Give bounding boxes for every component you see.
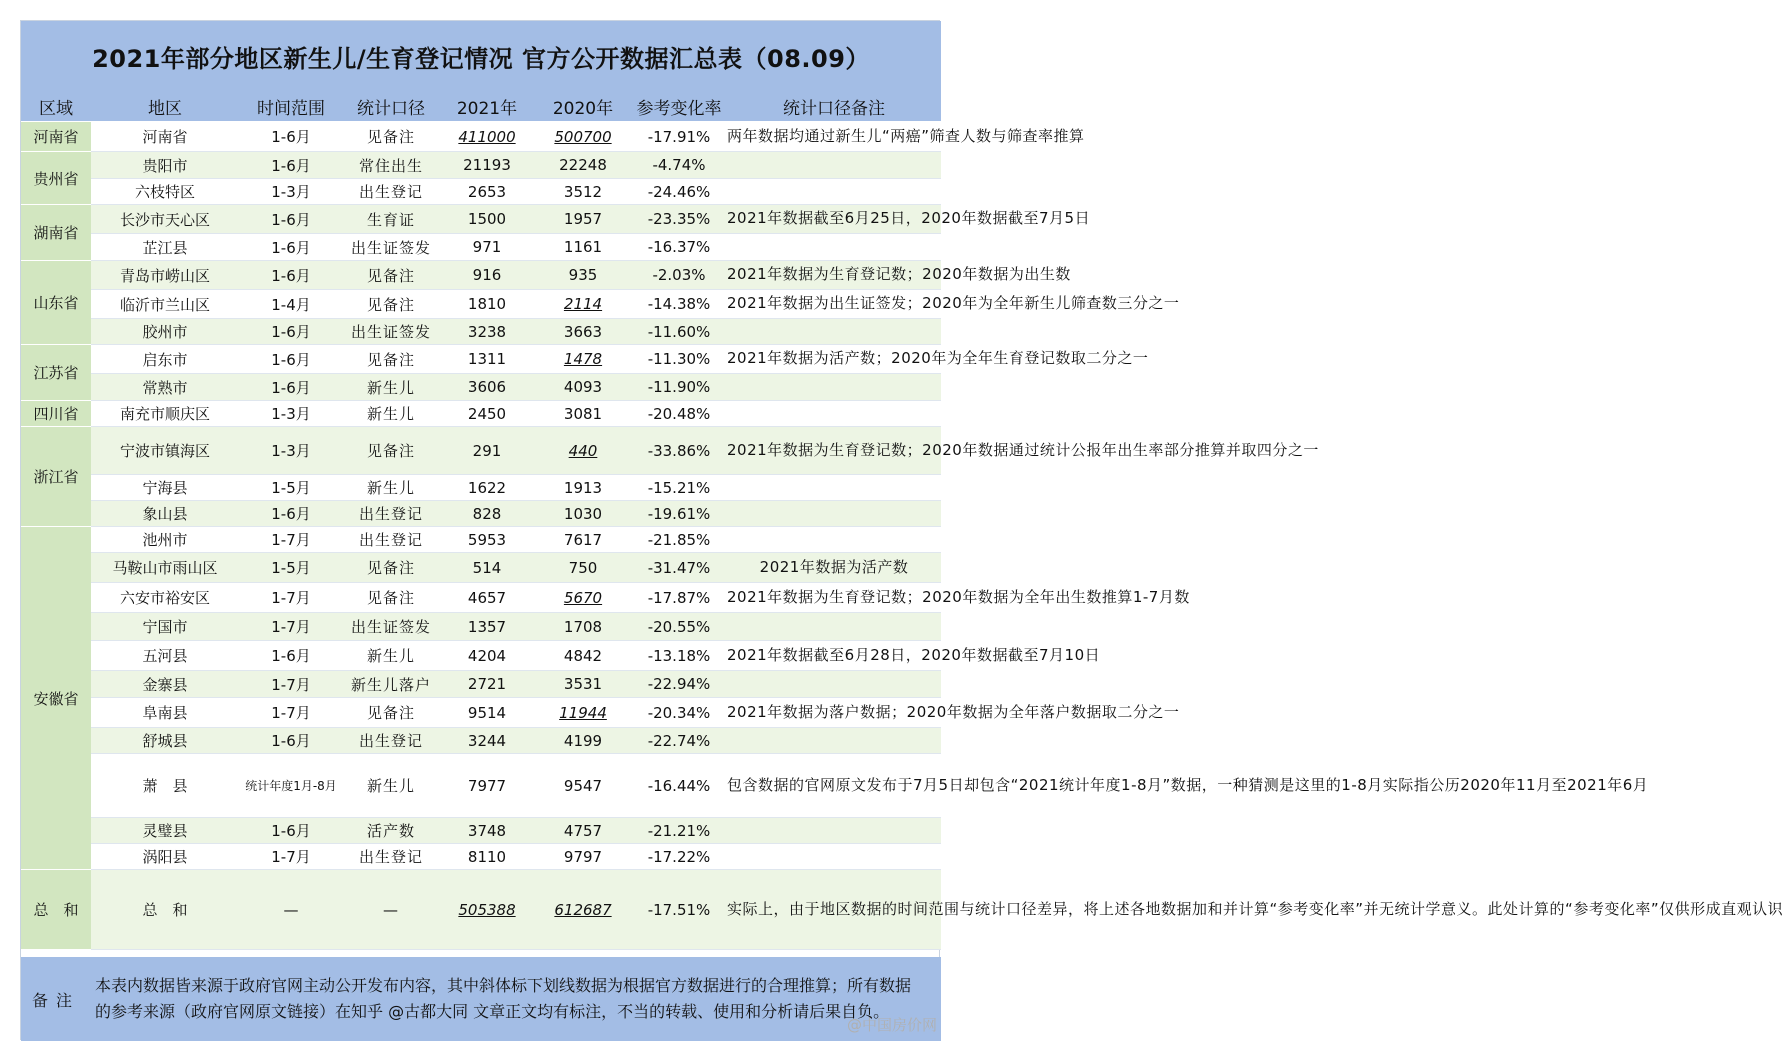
value-2021-cell: 1357 [439,613,535,641]
note-cell [727,475,941,501]
note-cell: 2021年数据为落户数据；2020年数据为全年落户数据取二分之一 [727,698,941,728]
time-range-cell: 1-7月 [239,583,343,613]
value-2021-cell: 7977 [439,754,535,818]
area-cell: 舒城县 [91,728,239,754]
value-2020-cell: 4757 [535,818,631,844]
stat-basis-cell: 活产数 [343,818,439,844]
time-range-cell: 1-6月 [239,374,343,401]
change-rate-cell: -21.85% [631,527,727,553]
time-range-cell: 1-7月 [239,671,343,698]
time-range-cell: 1-4月 [239,290,343,319]
area-cell: 青岛市崂山区 [91,261,239,290]
footer-note [21,957,941,1041]
change-rate-cell: -13.18% [631,641,727,671]
table-row [21,475,941,501]
table-row [21,345,941,374]
note-cell [727,818,941,844]
time-range-cell: 1-7月 [239,613,343,641]
value-2020-cell: 1913 [535,475,631,501]
value-2021-cell: 3244 [439,728,535,754]
stat-basis-cell: 出生登记 [343,527,439,553]
stat-basis-cell: 出生证签发 [343,234,439,261]
province-cell: 贵州省 [21,152,91,205]
province-cell: 四川省 [21,401,91,427]
time-range-cell: 1-7月 [239,844,343,870]
value-2020-cell: 3531 [535,671,631,698]
table-row [21,319,941,345]
area-cell: 常熟市 [91,374,239,401]
note-cell: 包含数据的官网原文发布于7月5日却包含“2021统计年度1-8月”数据，一种猜测是这里的1-8月实际指公历2020年11月至2021年6月 [727,754,941,818]
value-2021-cell: 9514 [439,698,535,728]
stat-basis-cell: 见备注 [343,122,439,152]
header-row [21,91,941,122]
note-cell [727,179,941,205]
stat-basis-cell: 新生儿 [343,401,439,427]
note-cell: 2021年数据为出生证签发；2020年为全年新生儿筛查数三分之一 [727,290,941,319]
change-rate-cell: -11.60% [631,319,727,345]
change-rate-cell: -20.48% [631,401,727,427]
stat-basis-cell: 见备注 [343,553,439,583]
change-rate-cell: -17.91% [631,122,727,152]
stat-basis-cell: 生育证 [343,205,439,234]
table-row [21,401,941,427]
province-cell: 山东省 [21,261,91,345]
stat-basis-cell: 常住出生 [343,152,439,179]
area-cell: 临沂市兰山区 [91,290,239,319]
change-rate-cell: -2.03% [631,261,727,290]
area-cell: 贵阳市 [91,152,239,179]
value-2020-cell: 1478 [535,345,631,374]
value-2021-cell: 4204 [439,641,535,671]
value-2021-cell: 291 [439,427,535,475]
change-rate-cell: -17.22% [631,844,727,870]
area-cell: 河南省 [91,122,239,152]
time-range-cell: 1-6月 [239,641,343,671]
note-cell [727,152,941,179]
area-cell: 象山县 [91,501,239,527]
stat-basis-cell: 新生儿落户 [343,671,439,698]
value-2021-cell: 1622 [439,475,535,501]
change-rate-cell: -22.94% [631,671,727,698]
table-row [21,671,941,698]
table-row [21,374,941,401]
area-cell: 芷江县 [91,234,239,261]
table-row [21,261,941,290]
table-row [21,728,941,754]
col-header-notes: 统计口径备注 [727,91,941,122]
note-cell [727,728,941,754]
time-range-cell: 1-6月 [239,818,343,844]
col-header-2021: 2021年 [439,91,535,122]
table-row [21,179,941,205]
table-row [21,754,941,818]
stat-basis-cell: 新生儿 [343,754,439,818]
province-cell: 总 和 [21,870,91,950]
value-2021-cell: 5953 [439,527,535,553]
value-2020-cell: 1161 [535,234,631,261]
time-range-cell: 1-6月 [239,122,343,152]
note-cell [727,501,941,527]
stat-basis-cell: 出生登记 [343,844,439,870]
value-2020-cell: 3081 [535,401,631,427]
table-row [21,234,941,261]
note-cell [727,374,941,401]
time-range-cell: 1-7月 [239,698,343,728]
time-range-cell: 1-7月 [239,527,343,553]
value-2020-cell: 4199 [535,728,631,754]
province-cell: 浙江省 [21,427,91,527]
value-2020-cell: 22248 [535,152,631,179]
stat-basis-cell: 出生登记 [343,728,439,754]
table-row [21,553,941,583]
note-cell [727,401,941,427]
province-cell: 安徽省 [21,527,91,870]
change-rate-cell: -16.37% [631,234,727,261]
note-cell [727,613,941,641]
time-range-cell: 1-3月 [239,427,343,475]
stat-basis-cell: 出生证签发 [343,613,439,641]
value-2020-cell: 4842 [535,641,631,671]
note-cell: 实际上，由于地区数据的时间范围与统计口径差异，将上述各地数据加和并计算“参考变化率”并无统计学意义。此处计算的“参考变化率”仅供形成直观认识 [727,870,941,950]
value-2020-cell: 2114 [535,290,631,319]
note-cell: 2021年数据截至6月25日，2020年数据截至7月5日 [727,205,941,234]
area-cell: 池州市 [91,527,239,553]
watermark: @中国房价网 [846,1016,937,1034]
stat-basis-cell: 新生儿 [343,641,439,671]
value-2021-cell: 3606 [439,374,535,401]
value-2021-cell: 2450 [439,401,535,427]
col-header-area: 地区 [91,91,239,122]
stat-basis-cell: — [343,870,439,950]
stat-basis-cell: 见备注 [343,261,439,290]
stat-basis-cell: 新生儿 [343,374,439,401]
value-2021-cell: 971 [439,234,535,261]
value-2020-cell: 1957 [535,205,631,234]
change-rate-cell: -14.38% [631,290,727,319]
change-rate-cell: -11.30% [631,345,727,374]
value-2021-cell: 3238 [439,319,535,345]
table-row [21,613,941,641]
time-range-cell: — [239,870,343,950]
value-2020-cell: 7617 [535,527,631,553]
value-2020-cell: 3512 [535,179,631,205]
value-2021-cell: 1311 [439,345,535,374]
value-2021-cell: 3748 [439,818,535,844]
area-cell: 宁国市 [91,613,239,641]
time-range-cell: 1-3月 [239,401,343,427]
change-rate-cell: -16.44% [631,754,727,818]
note-cell: 2021年数据为生育登记数；2020年数据为全年出生数推算1-7月数 [727,583,941,613]
note-cell [727,234,941,261]
time-range-cell: 1-6月 [239,345,343,374]
data-table [21,91,1783,950]
stat-basis-cell: 出生登记 [343,501,439,527]
time-range-cell: 1-6月 [239,234,343,261]
time-range-cell: 1-5月 [239,553,343,583]
change-rate-cell: -31.47% [631,553,727,583]
sheet-title: 2021年部分地区新生儿/生育登记情况 官方公开数据汇总表（08.09） [21,21,941,91]
change-rate-cell: -33.86% [631,427,727,475]
table-row [21,427,941,475]
table-row [21,698,941,728]
table-row [21,205,941,234]
stat-basis-cell: 见备注 [343,427,439,475]
stat-basis-cell: 见备注 [343,583,439,613]
table-row [21,641,941,671]
value-2020-cell: 11944 [535,698,631,728]
value-2020-cell: 9797 [535,844,631,870]
table-row [21,844,941,870]
time-range-cell: 1-6月 [239,152,343,179]
value-2021-cell: 4657 [439,583,535,613]
area-cell: 金寨县 [91,671,239,698]
value-2020-cell: 440 [535,427,631,475]
change-rate-cell: -20.55% [631,613,727,641]
summary-sheet [20,20,1783,1040]
province-cell: 河南省 [21,122,91,152]
change-rate-cell: -4.74% [631,152,727,179]
col-header-change-rate: 参考变化率 [631,91,727,122]
note-cell [727,671,941,698]
value-2021-cell: 916 [439,261,535,290]
value-2020-cell: 750 [535,553,631,583]
total-row [21,870,941,950]
province-cell: 湖南省 [21,205,91,261]
area-cell: 五河县 [91,641,239,671]
area-cell: 六安市裕安区 [91,583,239,613]
value-2020-cell: 9547 [535,754,631,818]
area-cell: 宁波市镇海区 [91,427,239,475]
area-cell: 涡阳县 [91,844,239,870]
value-2021-cell: 2721 [439,671,535,698]
value-2021-cell: 1500 [439,205,535,234]
value-2021-cell: 21193 [439,152,535,179]
value-2020-cell: 1708 [535,613,631,641]
table-row [21,501,941,527]
value-2021-cell: 2653 [439,179,535,205]
table-row [21,527,941,553]
time-range-cell: 1-3月 [239,179,343,205]
change-rate-cell: -20.34% [631,698,727,728]
stat-basis-cell: 见备注 [343,698,439,728]
value-2021-cell: 514 [439,553,535,583]
value-2020-cell: 5670 [535,583,631,613]
table-row [21,152,941,179]
stat-basis-cell: 见备注 [343,290,439,319]
time-range-cell: 1-6月 [239,319,343,345]
value-2020-cell: 1030 [535,501,631,527]
note-cell: 2021年数据为活产数 [727,553,941,583]
change-rate-cell: -17.51% [631,870,727,950]
note-cell: 2021年数据为活产数；2020年为全年生育登记数取二分之一 [727,345,941,374]
province-cell: 江苏省 [21,345,91,401]
stat-basis-cell: 见备注 [343,345,439,374]
value-2021-cell: 1810 [439,290,535,319]
note-cell: 2021年数据为生育登记数；2020年数据通过统计公报年出生率部分推算并取四分之一 [727,427,941,475]
value-2021-cell: 8110 [439,844,535,870]
note-cell: 2021年数据截至6月28日，2020年数据截至7月10日 [727,641,941,671]
stat-basis-cell: 出生证签发 [343,319,439,345]
change-rate-cell: -22.74% [631,728,727,754]
col-header-time-range: 时间范围 [239,91,343,122]
table-row [21,818,941,844]
footer-text: 本表内数据皆来源于政府官网主动公开发布内容，其中斜体标下划线数据为根据官方数据进行的合理推算；所有数据的参考来源（政府官网原文链接）在知乎 @古都大同 文章正文均有标注，不当的转载、使用和分析请后果自负。 [95,976,912,1021]
table-row [21,290,941,319]
time-range-cell: 1-6月 [239,205,343,234]
time-range-cell: 1-6月 [239,261,343,290]
area-cell: 灵璧县 [91,818,239,844]
area-cell: 宁海县 [91,475,239,501]
change-rate-cell: -11.90% [631,374,727,401]
footer-label: 备注 [31,990,80,1010]
table-row [21,122,941,152]
note-cell [727,844,941,870]
change-rate-cell: -15.21% [631,475,727,501]
area-cell: 启东市 [91,345,239,374]
time-range-cell: 1-6月 [239,728,343,754]
change-rate-cell: -19.61% [631,501,727,527]
note-cell [727,319,941,345]
time-range-cell: 1-6月 [239,501,343,527]
col-header-region: 区域 [21,91,91,122]
change-rate-cell: -21.21% [631,818,727,844]
table-row [21,583,941,613]
area-cell: 长沙市天心区 [91,205,239,234]
value-2021-cell: 828 [439,501,535,527]
change-rate-cell: -24.46% [631,179,727,205]
stat-basis-cell: 出生登记 [343,179,439,205]
change-rate-cell: -23.35% [631,205,727,234]
area-cell: 阜南县 [91,698,239,728]
note-cell: 2021年数据为生育登记数；2020年数据为出生数 [727,261,941,290]
area-cell: 总 和 [91,870,239,950]
time-range-cell: 1-5月 [239,475,343,501]
area-cell: 胶州市 [91,319,239,345]
col-header-stat-basis: 统计口径 [343,91,439,122]
value-2021-cell: 505388 [439,870,535,950]
area-cell: 马鞍山市雨山区 [91,553,239,583]
area-cell: 六枝特区 [91,179,239,205]
stat-basis-cell: 新生儿 [343,475,439,501]
value-2020-cell: 935 [535,261,631,290]
value-2020-cell: 612687 [535,870,631,950]
value-2020-cell: 4093 [535,374,631,401]
col-header-2020: 2020年 [535,91,631,122]
area-cell: 南充市顺庆区 [91,401,239,427]
value-2020-cell: 500700 [535,122,631,152]
area-cell: 萧 县 [91,754,239,818]
note-cell: 两年数据均通过新生儿“两癌”筛查人数与筛查率推算 [727,122,941,152]
note-cell [727,527,941,553]
time-range-cell: 统计年度1月-8月 [239,754,343,818]
value-2020-cell: 3663 [535,319,631,345]
change-rate-cell: -17.87% [631,583,727,613]
value-2021-cell: 411000 [439,122,535,152]
